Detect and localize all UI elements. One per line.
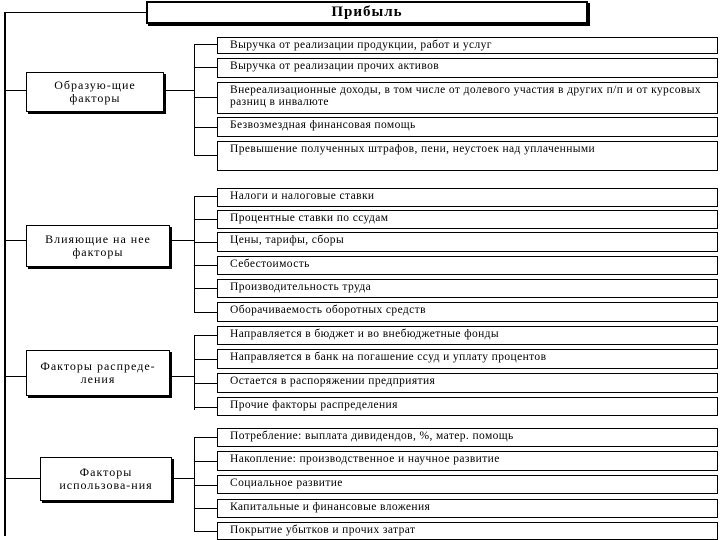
tick — [194, 127, 217, 128]
tick — [194, 383, 217, 384]
tick — [194, 312, 217, 313]
tick — [194, 67, 217, 68]
trunk-to-group-2-line — [4, 240, 26, 241]
tick — [194, 407, 217, 408]
factor-item: Выручка от реализации продукции, работ и услуг — [217, 37, 718, 54]
factor-item: Внереализационные доходы, в том числе от долевого участия в других п/п и от курсовых разниц в инвалюте — [217, 82, 718, 114]
tick — [194, 508, 217, 509]
tick — [194, 359, 217, 360]
factor-item: Цены, тарифы, сборы — [217, 232, 718, 252]
factor-item: Потребление: выплата дивидендов, %, матер. помощь — [217, 428, 718, 447]
tick — [194, 242, 217, 243]
tick — [194, 461, 217, 462]
tick — [194, 485, 217, 486]
trunk-to-group-3-line — [4, 376, 26, 377]
factor-item: Себестоимость — [217, 256, 718, 275]
factor-item: Оборачиваемость оборотных средств — [217, 302, 718, 322]
factor-item: Прочие факторы распределения — [217, 397, 718, 416]
group-3-box: Факторы распреде-ления — [26, 350, 170, 396]
bracket-3-line — [194, 335, 195, 410]
factor-item: Остается в распоряжении предприятия — [217, 373, 718, 393]
tick — [194, 265, 217, 266]
tick — [194, 219, 217, 220]
bracket-2-line — [194, 196, 195, 312]
trunk-to-title-line — [4, 12, 146, 13]
tick — [194, 531, 217, 532]
group-4-box: Факторы использова-ния — [40, 457, 172, 501]
factor-item: Процентные ставки по ссудам — [217, 210, 718, 229]
factor-item: Налоги и налоговые ставки — [217, 188, 718, 207]
bracket-1-line — [194, 44, 195, 155]
factor-item: Превышение полученных штрафов, пени, неустоек над уплаченными — [217, 141, 718, 171]
factor-item: Безвозмездная финансовая помощь — [217, 117, 718, 137]
factor-item: Покрытие убытков и прочих затрат — [217, 522, 718, 540]
group-2-box: Влияющие на нее факторы — [26, 225, 170, 267]
factor-item: Капитальные и финансовые вложения — [217, 499, 718, 518]
title-box: Прибыль — [146, 1, 588, 24]
group-3-to-bracket-line — [170, 376, 194, 377]
factor-item: Выручка от реализации прочих активов — [217, 58, 718, 78]
tick — [194, 97, 217, 98]
tick — [194, 437, 217, 438]
factor-item: Социальное развитие — [217, 475, 718, 494]
group-1-to-bracket-line — [164, 90, 194, 91]
tick — [194, 288, 217, 289]
factor-item: Направляется в бюджет и во внебюджетные фонды — [217, 326, 718, 345]
factor-item: Направляется в банк на погашение ссуд и уплату процентов — [217, 349, 718, 369]
factor-item: Накопление: производственное и научное развитие — [217, 451, 718, 471]
trunk-to-group-1-line — [4, 90, 26, 91]
tick — [194, 44, 217, 45]
trunk-to-group-4-line — [4, 478, 40, 479]
tick — [194, 335, 217, 336]
group-4-to-bracket-line — [172, 478, 194, 479]
tick — [194, 155, 217, 156]
bracket-4-line — [194, 437, 195, 531]
factor-item: Производительность труда — [217, 279, 718, 298]
tick — [194, 196, 217, 197]
group-2-to-bracket-line — [170, 240, 194, 241]
group-1-box: Образую-щие факторы — [26, 72, 164, 112]
